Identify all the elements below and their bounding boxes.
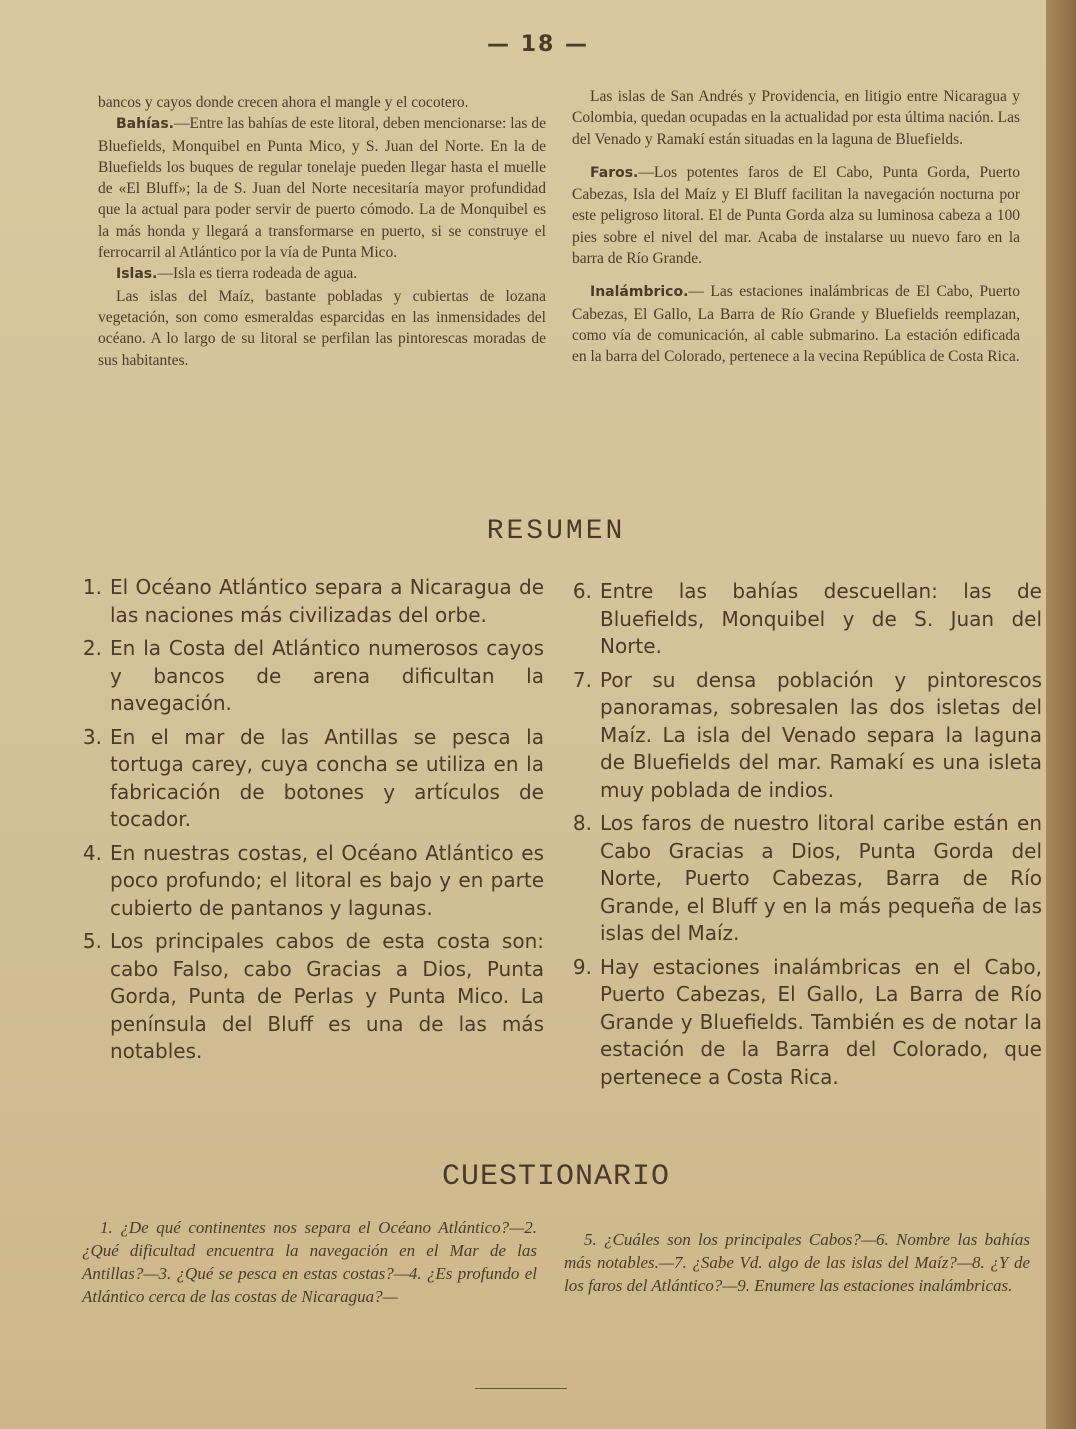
- inalambrico-text: — Las estaciones inalámbricas de El Cabo, Puerto Cabezas, El Gallo, La Barra de Río Grande y Bluefields reemplazan, como vía de comunicación, al cable submarino. La estación edificada en la barra del Colorado, pertenece a la vecina República de Costa Rica.: [572, 283, 1020, 366]
- section-label-islas: Islas.: [116, 266, 158, 283]
- resumen-item: [72, 928, 544, 1066]
- paragraph-faros: [572, 162, 1020, 269]
- resumen-item: [72, 840, 544, 923]
- section-label-bahias: Bahías.: [116, 116, 174, 133]
- resumen-item-text: En la Costa del Atlántico numerosos cayos y bancos de arena dificultan la navegación.: [110, 636, 544, 715]
- resumen-item: [72, 724, 544, 834]
- cuestionario-left-column: 1. ¿De qué continentes nos separa el Océano Atlántico?—2. ¿Qué dificultad encuentra la navegación en el Mar de las Antillas?—3. ¿Qué se pesca en estas costas?—4. ¿Es profundo el Atlántico cerca de las costas de Nicaragua?—: [82, 1218, 537, 1306]
- resumen-item-number: 2.: [82, 636, 102, 660]
- section-label-inalambrico: Inalámbrico.: [590, 284, 689, 301]
- paragraph-bahias: [98, 113, 546, 263]
- resumen-item: [72, 574, 544, 629]
- paragraph-islas: [98, 263, 546, 285]
- paragraph-maiz: Las islas del Maíz, bastante pobladas y cubiertas de lozana vegetación, son como esmeraldas esparcidas en las inmensidades del océano. A lo largo de su litoral se perfilan las pintorescas moradas de sus habitantes.: [98, 287, 546, 369]
- paragraph-san-andres: Las islas de San Andrés y Providencia, en litigio entre Nicaragua y Colombia, quedan ocupadas en la actualidad por esta última nación. Las del Venado y Ramakí están situadas en la laguna de Bluefields.: [572, 88, 1020, 148]
- faros-text: —Los potentes faros de El Cabo, Punta Gorda, Puerto Cabezas, Isla del Maíz y El Bluff facilitan la navegación nocturna por este peligroso litoral. El de Punta Gorda alza su luminosa cabeza a 100 pies sobre el nivel del mar. Acaba de instalarse uu nuevo faro en la barra de Río Grande.: [572, 163, 1020, 268]
- resumen-item: [562, 810, 1042, 948]
- resumen-item-number: 8.: [572, 811, 592, 835]
- cuestionario-heading: CUESTIONARIO: [441, 1160, 671, 1194]
- resumen-item-text: En el mar de las Antillas se pesca la tortuga carey, cuya concha se utiliza en la fabricación de botones y artículos de tocador.: [110, 724, 544, 831]
- resumen-item: [72, 635, 544, 718]
- paragraph-inalambrico: [572, 281, 1020, 367]
- resumen-right-column: [562, 578, 1042, 1097]
- section-label-faros: Faros.: [590, 164, 639, 181]
- resumen-item: [562, 954, 1042, 1092]
- bahias-text: —Entre las bahías de este litoral, deben mencionarse: las de Bluefields, Monquibel en Punta Mico, y S. Juan del Norte. En la de Bluefields los buques de regular tonelaje pueden llegar hasta el muelle de «El Bluff»; la de S. Juan del Norte necesitaría mayor profundidad que la actual para poder servir de puerto cómodo. La de Monquibel es la más honda y llegará a transformarse en puerto, si se construye el ferrocarril al Atlántico por la vía de Punta Mico.: [98, 115, 546, 262]
- resumen-item-number: 6.: [572, 579, 592, 603]
- paragraph-bancos: bancos y cayos donde crecen ahora el mangle y el cocotero.: [98, 94, 469, 111]
- resumen-item-text: En nuestras costas, el Océano Atlántico es poco profundo; el litoral es bajo y en parte cubierto de pantanos y lagunas.: [110, 840, 544, 920]
- resumen-item: [562, 667, 1042, 805]
- resumen-item-text: El Océano Atlántico separa a Nicaragua de las naciones más civilizadas del orbe.: [110, 575, 544, 627]
- resumen-item-number: 1.: [82, 575, 102, 599]
- resumen-item-text: Hay estaciones inalámbricas en el Cabo, Puerto Cabezas, El Gallo, La Barra de Río Grande y Bluefields. También es de notar la estación de la Barra del Colorado, que pertenece a Costa Rica.: [600, 954, 1042, 1089]
- top-left-column: [98, 92, 546, 371]
- resumen-left-column: [72, 574, 544, 1072]
- resumen-item-text: Los faros de nuestro litoral caribe están en Cabo Gracias a Dios, Punta Gorda del Norte, Puerto Cabezas, Barra de Río Grande, el Bluff y en la más pequeña de las islas del Maíz.: [600, 811, 1042, 945]
- resumen-item-text: Por su densa población y pintorescos panoramas, sobresalen las dos isletas del Maíz. La isla del Venado separa la laguna de Bluefields del mar. Ramakí es una isleta muy poblada de indios.: [600, 667, 1042, 802]
- resumen-item-text: Los principales cabos de esta costa son: cabo Falso, cabo Gracias a Dios, Punta Gorda, Punta de Perlas y Punta Mico. La península del Bluff es una de las más notables.: [110, 929, 544, 1063]
- footer-rule: [475, 1388, 567, 1389]
- resumen-item-text: Entre las bahías descuellan: las de Bluefields, Monquibel y de S. Juan del Norte.: [600, 579, 1042, 658]
- top-right-column: [572, 86, 1020, 368]
- resumen-item-number: 5.: [82, 929, 102, 953]
- page-number: — 18 —: [487, 32, 589, 57]
- resumen-heading: RESUMEN: [486, 516, 626, 547]
- cuestionario-right-column: 5. ¿Cuáles son los principales Cabos?—6. Nombre las bahías más notables.—7. ¿Sabe Vd. algo de las islas del Maíz?—8. ¿Y de los faros del Atlántico?—9. Enumere las estaciones inalámbricas.: [564, 1230, 1030, 1295]
- resumen-item-number: 3.: [82, 724, 102, 749]
- resumen-item-number: 4.: [82, 840, 102, 865]
- page-edge: [1046, 0, 1076, 1429]
- resumen-item-number: 7.: [572, 667, 592, 692]
- resumen-item-number: 9.: [572, 954, 592, 979]
- resumen-item: [562, 578, 1042, 661]
- islas-text: —Isla es tierra rodeada de agua.: [157, 265, 358, 283]
